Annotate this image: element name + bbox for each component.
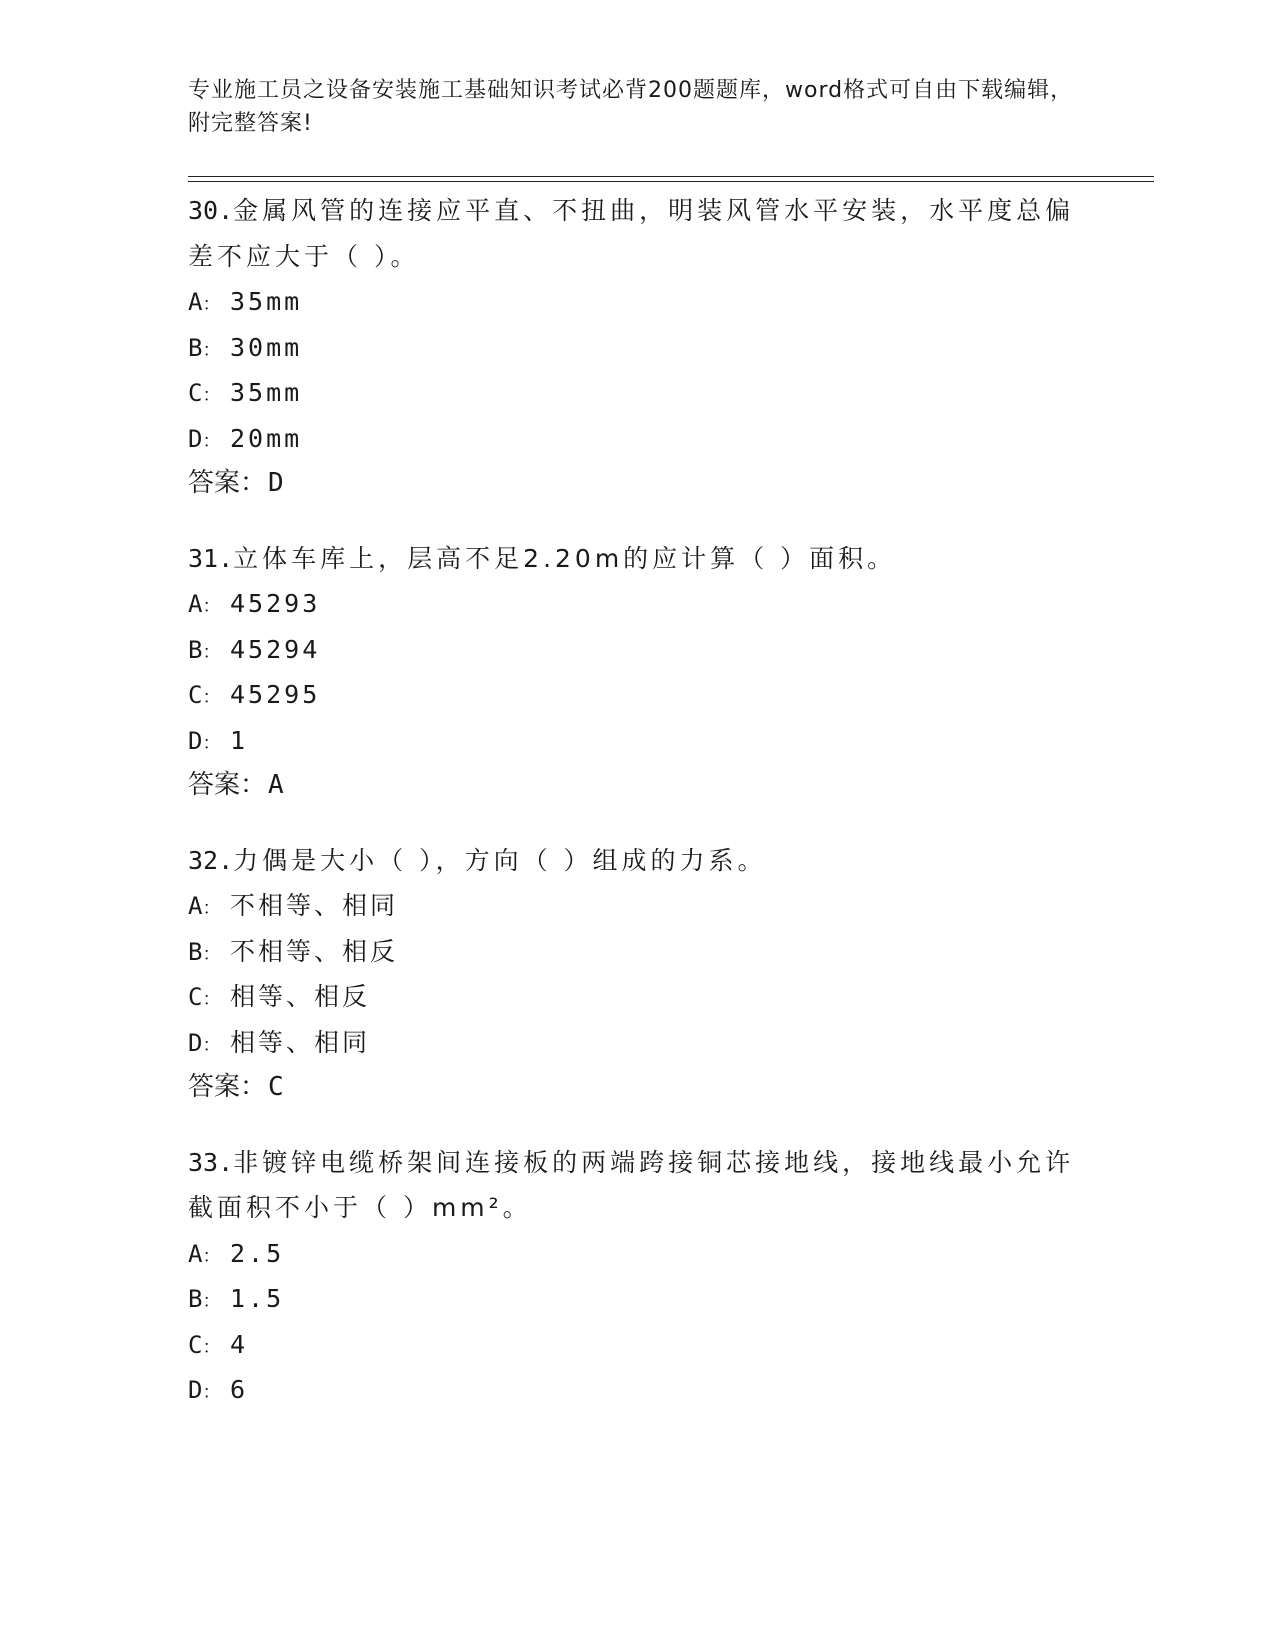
option-c bbox=[188, 672, 1088, 718]
option-letter: D ： bbox=[188, 417, 230, 465]
document-header bbox=[188, 74, 1088, 140]
question-number: 30. bbox=[188, 196, 234, 225]
header-divider-bottom bbox=[188, 181, 1154, 182]
answer-value: A bbox=[268, 770, 284, 800]
option-text: 35mm bbox=[230, 287, 303, 316]
answer-value: C bbox=[268, 1072, 284, 1102]
answer-line bbox=[188, 461, 1088, 507]
option-a bbox=[188, 581, 1088, 627]
option-c bbox=[188, 974, 1088, 1020]
option-text: 45293 bbox=[230, 589, 321, 618]
answer-label: 答案： bbox=[188, 468, 267, 498]
option-text: 45294 bbox=[230, 634, 321, 664]
option-d bbox=[188, 1020, 1088, 1066]
question-number: 32. bbox=[188, 845, 234, 875]
option-letter: A ： bbox=[188, 884, 230, 932]
document-title: 专业施工员之设备安装施工基础知识考试必背200题题库，word格式可自由下载编辑，附完整答案! bbox=[188, 78, 1074, 136]
question-30 bbox=[188, 188, 1088, 507]
option-letter: A ： bbox=[188, 280, 230, 328]
question-number: 33. bbox=[188, 1147, 234, 1177]
option-letter: B ： bbox=[188, 628, 230, 676]
option-text: 1.5 bbox=[230, 1284, 285, 1313]
option-b bbox=[188, 325, 1088, 371]
option-letter: C ： bbox=[188, 371, 230, 419]
option-c bbox=[188, 370, 1088, 416]
question-31 bbox=[188, 536, 1088, 809]
option-text: 相等、相同 bbox=[230, 1027, 371, 1057]
option-text: 4 bbox=[230, 1329, 249, 1359]
option-d bbox=[188, 718, 1088, 764]
option-text: 30mm bbox=[230, 332, 303, 362]
option-letter: D ： bbox=[188, 1368, 230, 1416]
option-letter: C ： bbox=[188, 673, 230, 721]
option-letter: B ： bbox=[188, 326, 230, 374]
option-a bbox=[188, 279, 1088, 325]
option-letter: A ： bbox=[188, 582, 230, 630]
option-letter: B ： bbox=[188, 1277, 230, 1325]
option-text: 20mm bbox=[230, 423, 303, 453]
answer-line bbox=[188, 763, 1088, 809]
question-32 bbox=[188, 838, 1088, 1111]
option-letter: D ： bbox=[188, 719, 230, 767]
option-text: 相等、相反 bbox=[230, 982, 371, 1011]
option-text: 2.5 bbox=[230, 1238, 285, 1268]
option-d bbox=[188, 1367, 1088, 1413]
question-number: 31. bbox=[188, 543, 234, 573]
question-stem bbox=[188, 1140, 1088, 1231]
header-divider-top bbox=[188, 176, 1154, 177]
option-text: 45295 bbox=[230, 680, 321, 709]
option-letter: C ： bbox=[188, 1323, 230, 1371]
question-list bbox=[188, 188, 1088, 1442]
option-letter: B ： bbox=[188, 930, 230, 978]
answer-label: 答案： bbox=[188, 1072, 267, 1102]
option-letter: A ： bbox=[188, 1232, 230, 1280]
option-d bbox=[188, 416, 1088, 462]
question-stem bbox=[188, 536, 1088, 582]
option-a bbox=[188, 883, 1088, 929]
option-text: 1 bbox=[230, 725, 249, 755]
option-b bbox=[188, 929, 1088, 975]
option-c bbox=[188, 1322, 1088, 1368]
option-text: 35mm bbox=[230, 378, 303, 407]
option-text: 不相等、相反 bbox=[230, 936, 399, 966]
option-text: 不相等、相同 bbox=[230, 891, 399, 920]
question-text: 金属风管的连接应平直、不扭曲，明装风管水平安装，水平度总偏差不应大于（ ）。 bbox=[188, 196, 1075, 271]
option-b bbox=[188, 1276, 1088, 1322]
option-text: 6 bbox=[230, 1375, 249, 1404]
question-text: 非镀锌电缆桥架间连接板的两端跨接铜芯接地线，接地线最小允许截面积不小于（ ）mm²。 bbox=[188, 1147, 1075, 1222]
option-a bbox=[188, 1231, 1088, 1277]
question-stem bbox=[188, 188, 1088, 279]
option-b bbox=[188, 627, 1088, 673]
question-stem bbox=[188, 838, 1088, 884]
answer-line bbox=[188, 1065, 1088, 1111]
question-33 bbox=[188, 1140, 1088, 1413]
option-letter: C ： bbox=[188, 975, 230, 1023]
question-text: 立体车库上，层高不足2.20m的应计算（ ）面积。 bbox=[233, 543, 897, 573]
answer-value: D bbox=[268, 468, 284, 498]
answer-label: 答案： bbox=[188, 770, 267, 800]
question-text: 力偶是大小（ ），方向（ ）组成的力系。 bbox=[233, 845, 767, 875]
option-letter: D ： bbox=[188, 1021, 230, 1069]
